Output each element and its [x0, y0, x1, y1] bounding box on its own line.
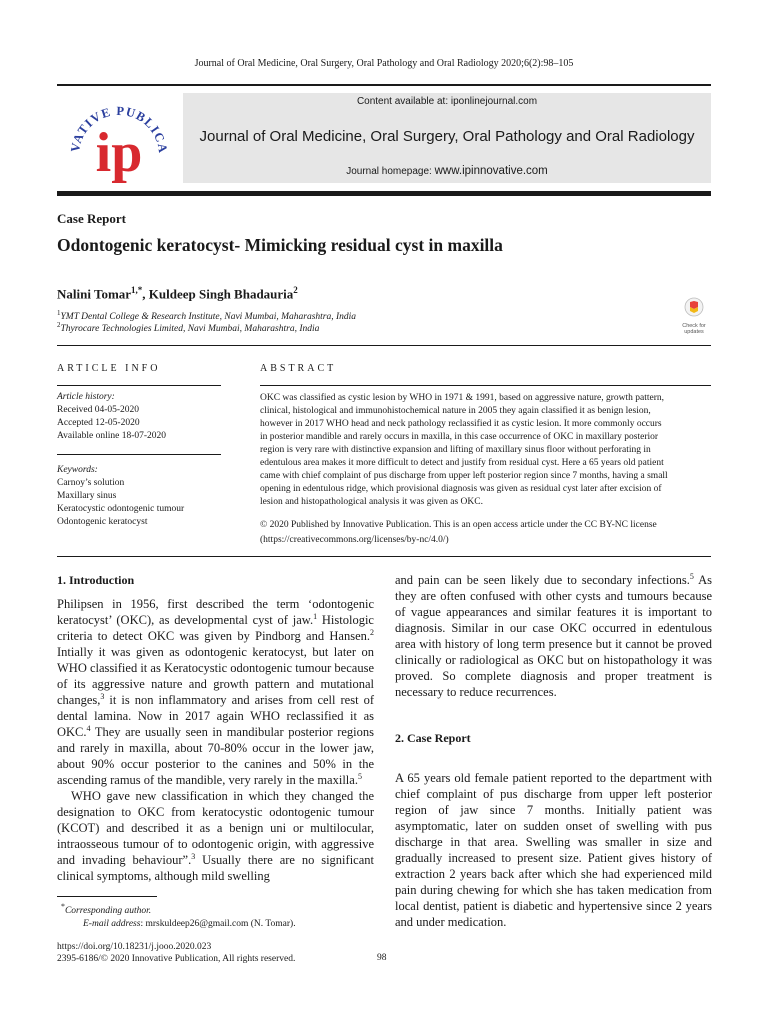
info-top-rule — [57, 345, 711, 346]
journal-banner — [183, 93, 711, 183]
publisher-logo — [57, 93, 181, 183]
abstract-line: in posterior mandible and rarely occurs in maxilla, in this case occurrence of OKC in maxillary posterior — [260, 432, 659, 442]
logo-ring-text: VATIVE PUBLICA — [67, 103, 171, 154]
article-title: Odontogenic keratocyst- Mimicking residual cyst in maxilla — [57, 235, 503, 255]
homepage-link[interactable]: www.ipinnovative.com — [434, 165, 548, 177]
author-1: Nalini Tomar — [57, 286, 132, 302]
footnote — [57, 900, 296, 931]
received-date: Received 04-05-2020 — [57, 405, 140, 415]
citation[interactable]: 3 — [100, 691, 105, 701]
corresponding-label: Corresponding author. — [64, 906, 152, 917]
body-top-rule — [57, 556, 711, 557]
citation[interactable]: 4 — [86, 723, 91, 733]
keyword: Keratocystic odontogenic tumour — [57, 504, 185, 514]
citation[interactable]: 5 — [689, 571, 694, 581]
abstract-line: OKC was classified as cystic lesion by WHO in 1971 & 1991, based on aggressive nature, growth pattern, — [260, 393, 665, 403]
author-2-marks: 2 — [293, 285, 298, 295]
check-for-updates-icon — [684, 297, 704, 317]
abstract-text — [260, 392, 711, 509]
journal-homepage — [183, 165, 711, 177]
case-report-text — [395, 770, 712, 930]
abstract-rule — [260, 385, 711, 386]
abstract-line: lesion and histopathological analysis it was given as OKC. — [260, 497, 483, 507]
abstract-line: edentulous area makes it more difficult to detect and justify from residual cyst. Here a 65 years old patient — [260, 458, 664, 468]
citation[interactable]: 1 — [313, 611, 318, 621]
case-report-heading: 2. Case Report — [395, 731, 471, 745]
footnote-rule — [57, 896, 157, 897]
keyword: Maxillary sinus — [57, 491, 117, 501]
introduction-heading: 1. Introduction — [57, 573, 135, 587]
running-head: Journal of Oral Medicine, Oral Surgery, Oral Pathology and Oral Radiology 2020;6(2):98–105 — [194, 58, 574, 69]
article-history — [57, 391, 221, 443]
page-number: 98 — [377, 953, 387, 963]
online-date: Available online 18-07-2020 — [57, 431, 167, 441]
article-info-heading: ARTICLE INFO — [57, 363, 161, 374]
abstract-heading: ABSTRACT — [260, 363, 337, 374]
author-list — [57, 285, 298, 302]
copyright: 2395-6186/© 2020 Innovative Publication, All rights reserved. — [57, 954, 296, 964]
doi-link[interactable]: https://doi.org/10.18231/j.jooo.2020.023 — [57, 942, 212, 952]
article-type: Case Report — [57, 211, 126, 226]
abstract-line: region is very rare with distinctive expansion and lifting of maxillary sinus floor without perforating in — [260, 445, 651, 455]
keywords-label: Keywords: — [57, 465, 98, 475]
affiliation-1-mark: 1 — [57, 309, 61, 317]
keyword: Carnoy’s solution — [57, 478, 125, 488]
abstract-line: opening in edentulous ridge, which provisional diagnosis was given as residual cyst later after excision of — [260, 484, 662, 494]
author-1-marks: 1,* — [131, 285, 143, 295]
abstract-line: clinical, histological and immunohistochemical nature in 2005 they again classified it as benign lesion, — [260, 406, 651, 416]
accepted-date: Accepted 12-05-2020 — [57, 418, 140, 428]
affiliation-2-mark: 2 — [57, 321, 61, 329]
license-link[interactable]: (https://creativecommons.org/licenses/by-nc/4.0/) — [260, 535, 449, 545]
email-address[interactable]: : mrskuldeep26@gmail.com (N. Tomar). — [140, 919, 296, 930]
affiliation-2 — [57, 321, 319, 334]
page-footer — [57, 941, 295, 965]
keywords — [57, 464, 221, 529]
author-email — [57, 918, 296, 931]
journal-title: Journal of Oral Medicine, Oral Surgery, Oral Pathology and Oral Radiology — [199, 128, 695, 145]
license-statement — [260, 518, 711, 548]
info-rule — [57, 385, 221, 386]
top-rule — [57, 84, 711, 86]
case-paragraph-1: A 65 years old female patient reported to the department with chief complaint of pus discharge from upper left posterior region of jaw since 7 months. Initially patient was asymptomatic, later on sudden onset of swelling with pus discharge in that area. Swelling was smaller in size and gradually increased to present size. Patient gives history of extraction 2 years back after which she had experienced mild pain during chewing for which she has taken medication from local dentist, patient is diabetic and hypertensive since 2 years and under medication. — [395, 771, 712, 929]
introduction-text — [57, 596, 374, 884]
footnote-mark: * — [61, 902, 65, 911]
email-label: E-mail address — [83, 919, 141, 930]
content-available: Content available at: iponlinejournal.com — [356, 96, 538, 107]
corresponding-author — [57, 900, 296, 918]
logo-letters: ip — [95, 122, 143, 183]
abstract-line: however in 2017 WHO head and neck pathology reclassified it as cystic lesion. It more commonly occurs — [260, 419, 662, 429]
affiliation-2-text: Thyrocare Technologies Limited, Navi Mumbai, Maharashtra, India — [60, 324, 320, 335]
affiliation-1-text: YMT Dental College & Research Institute, Navi Mumbai, Maharashtra, India — [60, 312, 357, 323]
homepage-label: Journal homepage: — [346, 166, 435, 177]
right-column-text — [395, 572, 712, 700]
keyword: Odontogenic keratocyst — [57, 517, 148, 527]
author-separator: , — [142, 286, 149, 302]
check-for-updates-label: Check for updates — [682, 323, 706, 335]
intro-paragraph-3: and pain can be seen likely due to secondary infections.$^5$ As they are often confused with other cysts and tumours because of vague appearances and similar features it is important to diagnosis. Similar in our case OKC occurred in edentulous area with history of long term presence but it cannot be proved clinically or radiological as OKC but on histopathology it was proved. So complete diagnosis and proper treatment is necessary to reduce recurrences. — [395, 571, 712, 699]
intro-paragraph-2: WHO gave new classification in which they changed the designation to OKC from keratocystic odontogenic tumour (KCOT) and described it as a benign uni or multilocular, intraosseous tumour of to odontogenic origin, with aggressive and invading behaviour”.$^3$ Usually there are no significant clinical symptoms, although mild swelling — [57, 789, 374, 883]
check-for-updates-badge[interactable] — [678, 297, 710, 335]
citation[interactable]: 3 — [191, 851, 196, 861]
keywords-rule — [57, 454, 221, 455]
citation[interactable]: 2 — [370, 627, 374, 637]
publisher-logo-icon — [57, 93, 181, 183]
author-2: Kuldeep Singh Bhadauria — [148, 286, 294, 302]
history-label: Article history: — [57, 392, 115, 402]
citation[interactable]: 5 — [357, 771, 362, 781]
abstract-line: came with chief complaint of pus discharge from upper left posterior region since 7 months, having a small — [260, 471, 668, 481]
license-line: © 2020 Published by Innovative Publication. This is an open access article under the CC BY-NC license — [260, 520, 657, 530]
intro-paragraph-1: Philipsen in 1956, first described the term ‘odontogenic keratocyst’ (OKC), as developmental cyst of jaw.$^1$ Histologic criteria to detect OKC was given by Pindborg and Hansen.$^2$ Intially it was given as odontogenic keratocyst, but later on WHO classified it as Keratocystic odontogenic tumour because of its aggressive nature and growth pattern and mutational changes,$^3$ it is non inflammatory and arises from cell rest of dental lamina. Now in 2017 again WHO reclassified it as OKC.$^4$ They are usually seen in mandibular posterior regions and rarely in maxilla, about 70-80% occur in the lower jaw, about 90% occur posterior to the canines and 50% in the ascending ramus of the mandible, very rarely in the maxilla.$^5$ — [57, 597, 374, 787]
header-rule — [57, 191, 711, 196]
